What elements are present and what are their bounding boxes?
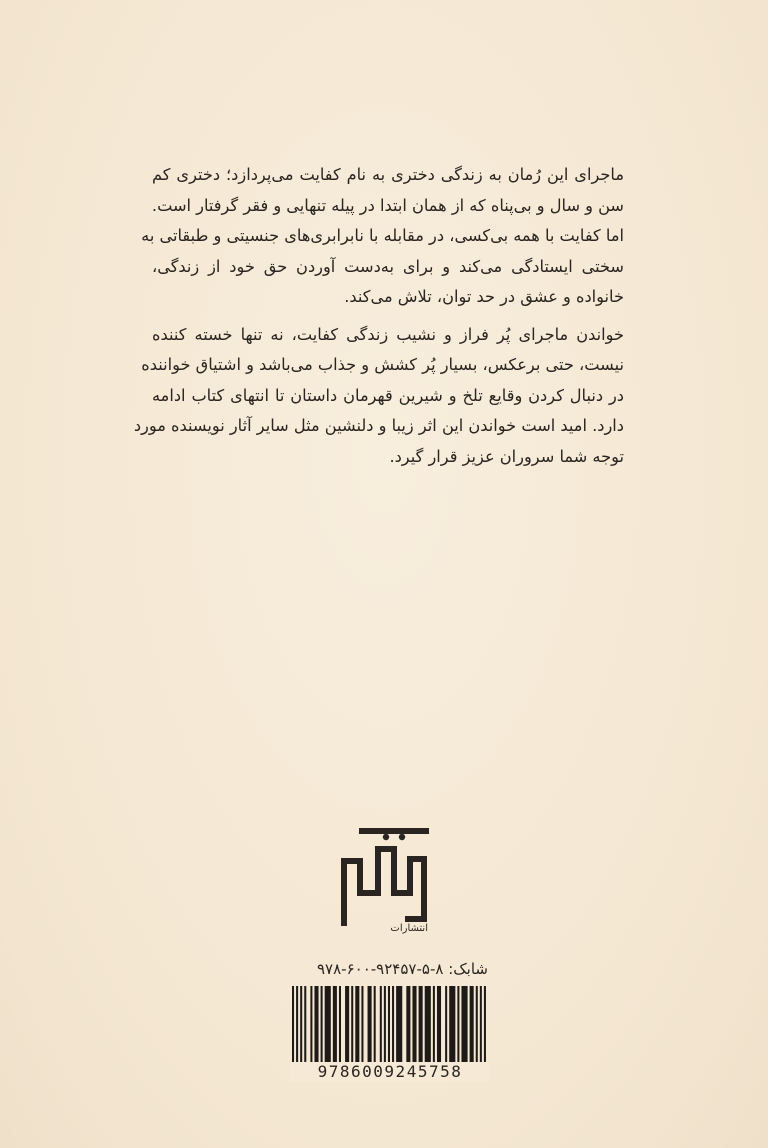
isbn-barcode [290, 986, 490, 1082]
back-cover-blurb [133, 160, 624, 472]
blurb-line: نیست، حتی برعکس، بسیار پُر کشش و جذاب می‌باشد و اشتیاق خواننده [141, 355, 624, 374]
blurb-line: توجه شما سروران عزیز قرار گیرد. [389, 446, 624, 466]
isbn-label: شابک: ۸-۵-۹۲۴۵۷-۶۰۰-۹۷۸ [316, 960, 488, 978]
barcode-digits: 9786009245758 [290, 1062, 490, 1082]
blurb-line: در دنبال کردن وقایع تلخ و شیرین قهرمان داستان تا انتهای کتاب ادامه [152, 385, 624, 405]
blurb-line: خواندن ماجرای پُر فراز و نشیب زندگی کفایت، نه تنها خسته کننده [152, 324, 624, 344]
publisher-small-label: انتشارات [390, 923, 428, 934]
blurb-paragraph-2 [133, 320, 624, 473]
blurb-line: ماجرای این رُمان به زندگی دختری به نام کفایت می‌پردازد؛ دختری کم [152, 165, 624, 184]
blurb-line: اما کفایت با همه بی‌کسی، در مقابله با نابرابری‌های جنسیتی و طبقاتی به [141, 226, 624, 245]
blurb-line: دارد. امید است خواندن این اثر زیبا و دلنشین مثل سایر آثار نویسنده مورد [133, 416, 624, 435]
blurb-line: خانواده و عشق در حد توان، تلاش می‌کند. [344, 287, 624, 306]
blurb-line: سختی ایستادگی می‌کند و برای به‌دست آوردن حق خود از زندگی، [152, 256, 624, 276]
blurb-paragraph-1 [141, 160, 624, 313]
publisher-logo-icon [338, 823, 434, 935]
blurb-line: سن و سال و بی‌پناه که از همان ابتدا در پیله تنهایی و فقر گرفتار است. [151, 195, 624, 215]
